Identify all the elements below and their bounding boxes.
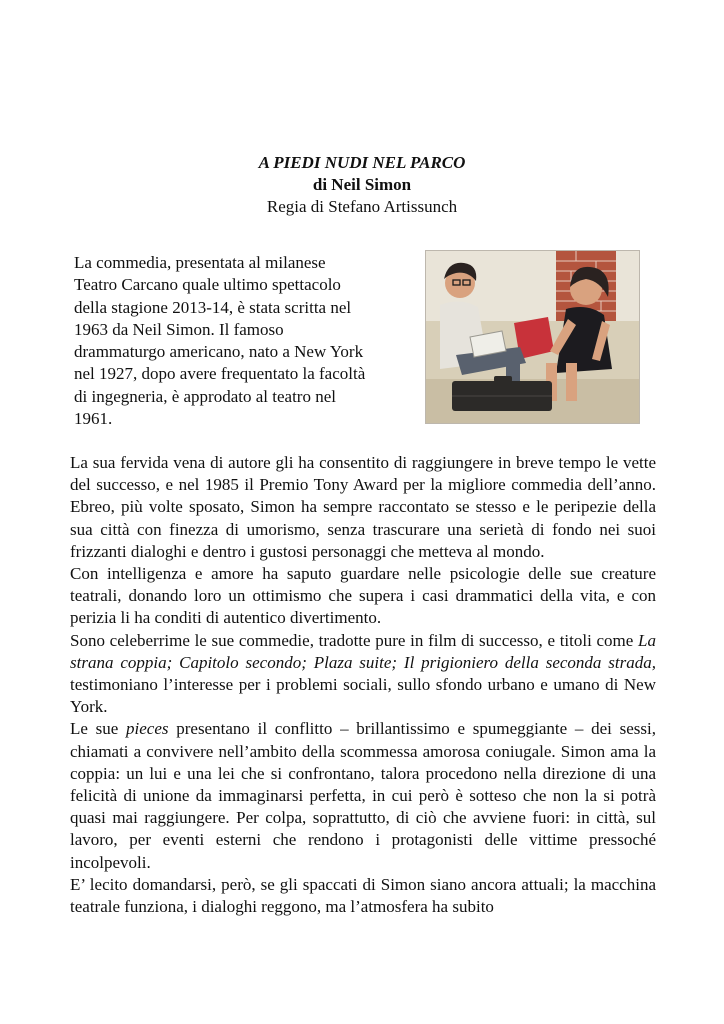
play-titles-list: La strana coppia; Capitolo secondo; Plaza suite; Il prigioniero della seconda strada, <box>70 630 656 672</box>
paragraph-3 <box>70 630 656 719</box>
intro-paragraph <box>74 252 414 430</box>
paragraph-5: E’ lecito domandarsi, però, se gli spaccati di Simon siano ancora attuali; la macchina teatrale funziona, i dialoghi reggono, ma l’atmosfera ha subito <box>70 874 656 917</box>
paragraph-2: Con intelligenza e amore ha saputo guardare nelle psicologie delle sue creature teatrali, donando loro un ottimismo che supera i casi drammatici della vita, e con perizia li ha conditi di autentico divertimento. <box>70 564 656 628</box>
play-author: di Neil Simon <box>312 175 412 194</box>
intro-line: Teatro Carcano quale ultimo spettacolo <box>74 275 341 295</box>
intro-line: di ingegneria, è approdato al teatro nel <box>74 386 336 406</box>
intro-line: La commedia, presentata al milanese <box>74 253 326 272</box>
title-block <box>0 152 724 218</box>
paragraph-4-start: Le sue <box>70 719 127 739</box>
paragraph-3-start: Sono celeberrime le sue commedie, tradotte pure in film di successo, e titoli come <box>70 630 639 650</box>
intro-line: 1961. <box>74 409 113 429</box>
paragraph-4-end: presentano il conflitto – brillantissimo e spumeggiante – dei sessi, chiamati a convivere nell’ambito della scommessa amorosa coniugale. Simon ama la coppia: un lui e una lei che si confrontano, talora procedono nella direzione di una felicità di unione da immaginarsi perfetta, in cui però è sotteso che non la si potrà quasi mai raggiungere. Per colpa, soprattutto, di ciò che avviene fuori: in città, sul lavoro, per eventi esterni che rendono i protagonisti delle vittime pressoché incolpevoli. <box>70 719 656 872</box>
paragraph-3-end: testimoniano l’interesse per i problemi sociali, sullo sfondo urbano e umano di New York. <box>70 675 656 717</box>
intro-line: della stagione 2013-14, è stata scritta nel <box>74 297 352 317</box>
paragraph-4 <box>70 718 656 873</box>
intro-line: 1963 da Neil Simon. Il famoso <box>74 319 284 339</box>
stage-photo <box>425 250 640 424</box>
play-title: A PIEDI NUDI NEL PARCO <box>258 153 466 172</box>
intro-line: nel 1927, dopo avere frequentato la facoltà <box>74 364 366 384</box>
article-body <box>70 452 656 918</box>
pieces-word: pieces <box>126 719 169 739</box>
intro-line: drammaturgo americano, nato a New York <box>74 342 364 362</box>
play-director: Regia di Stefano Artissunch <box>266 197 458 216</box>
stage-photo-couple-on-sofa-icon <box>426 251 639 423</box>
paragraph-1: La sua fervida vena di autore gli ha consentito di raggiungere in breve tempo le vette del successo, e nel 1985 il Premio Tony Award per la migliore commedia dell’anno. Ebreo, più volte sposato, Simon ha sempre raccontato se stesso e le peripezie della sua città con finezza di umorismo, senza trascurare una serietà di fondo nei suoi frizzanti dialoghi e dentro i gustosi personaggi che metteva al mondo. <box>70 453 656 561</box>
